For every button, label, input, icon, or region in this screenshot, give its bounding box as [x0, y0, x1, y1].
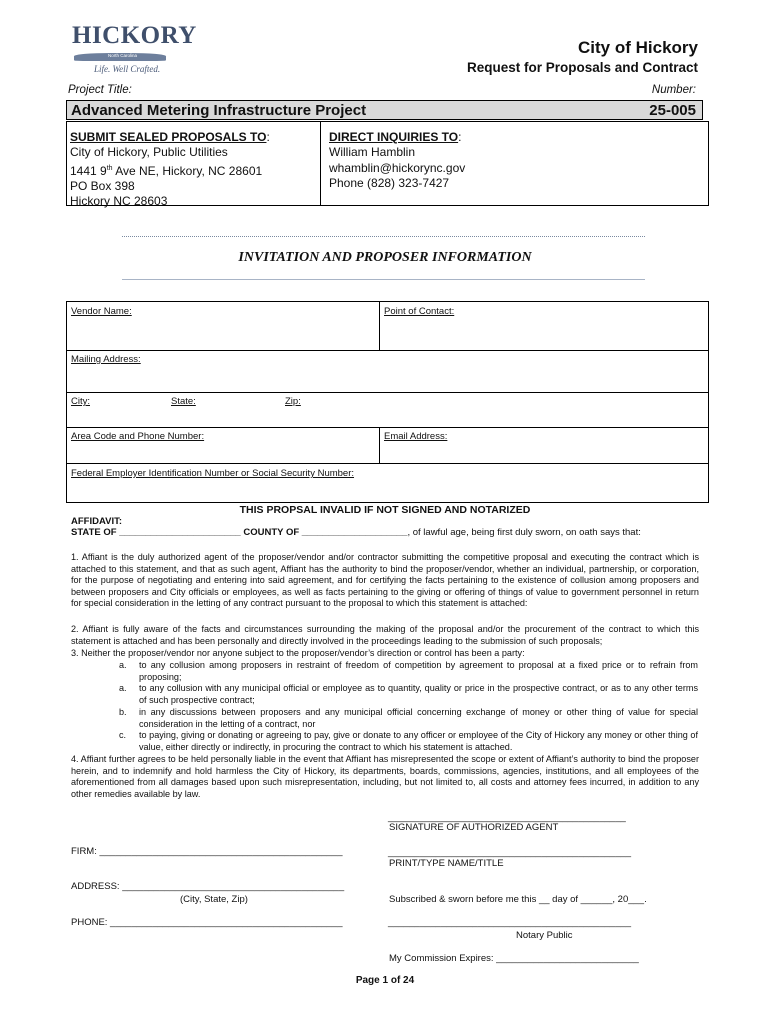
- hickory-logo: [64, 22, 197, 76]
- contact-info-box: [66, 121, 709, 209]
- submit-heading: SUBMIT SEALED PROPOSALS TO: [70, 130, 267, 144]
- inquiries-heading: DIRECT INQUIRIES TO: [329, 130, 459, 144]
- vendor-name-field[interactable]: Vendor Name:: [71, 306, 132, 317]
- state-field[interactable]: State:: [171, 396, 196, 407]
- inquiries-phone: Phone (828) 323-7427: [329, 175, 450, 190]
- number-label: Number:: [651, 84, 696, 96]
- row-divider: [67, 350, 708, 351]
- point-of-contact-field[interactable]: Point of Contact:: [384, 306, 455, 317]
- project-title-bar: [66, 100, 703, 120]
- inquiries-name: William Hamblin: [329, 145, 416, 160]
- inquiries-block: DIRECT INQUIRIES TO: William Hamblin whamblin@hickorync.gov Phone (828) 323-7427: [329, 130, 466, 190]
- cell-divider: [379, 302, 380, 350]
- email-field[interactable]: Email Address:: [384, 431, 448, 442]
- affidavit-paragraph-3: 3. Neither the proposer/vendor nor anyone subject to the proposer/vendor’s direction or control has been a party:: [71, 648, 525, 658]
- notary-line[interactable]: ______________________________________________: [388, 917, 632, 928]
- row-divider: [67, 463, 708, 464]
- address-field[interactable]: ADDRESS: __________________________________________: [71, 881, 345, 892]
- divider-solid: [122, 279, 645, 280]
- commission-expires-field[interactable]: My Commission Expires: ___________________________: [389, 953, 639, 964]
- affidavit-paragraph-4: 4. Affiant further agrees to be held personally liable in the event that Affiant has misrepresented the scope or extent of Affiant’s authority to bind the proposer herein, and to indemnify and hold harmless the City of Hickory, its departments, boards, commissions, agencies, institutions, and all employees of the aforementioned from all damages based upon such misrepresentation, including, but not limited to, all costs and attorney fees incurred, in addition to any other remedies available by law.: [71, 754, 699, 799]
- row-divider: [67, 427, 708, 428]
- submit-line: Hickory NC 28603: [70, 194, 168, 209]
- affidavit-heading: AFFIDAVIT:: [71, 516, 123, 527]
- affidavit-paragraph-2: 2. Affiant is fully aware of the facts and circumstances surrounding the making of the proposal and/or the procurement of the contract to which this statement is attached and has been personally and directly involved in the proceedings leading to the submission of such proposals;: [71, 624, 699, 646]
- affidavit-header: [71, 516, 641, 538]
- signature-label: SIGNATURE OF AUTHORIZED AGENT: [389, 822, 559, 833]
- city-name: City of Hickory: [578, 38, 698, 57]
- divider-dotted: [122, 236, 645, 237]
- project-title: Advanced Metering Infrastructure Project: [71, 102, 367, 119]
- subscribed-line[interactable]: Subscribed & sworn before me this __ day of ______, 20___.: [389, 894, 647, 905]
- firm-field[interactable]: FIRM: ______________________________________________: [71, 846, 343, 857]
- submit-line: 1441 9th Ave NE, Hickory, NC 28601: [70, 163, 263, 178]
- affidavit-state-line: STATE OF _______________________ COUNTY OF ____________________, of lawful age, being first duly sworn, on oath says that:: [71, 527, 641, 538]
- affidavit-paragraph-1: 1. Affiant is the duly authorized agent of the proposer/vendor and/or contractor submitting the competitive proposal and executing the contract which is attached to this statement, and that as such agent, Affiant has the authority to bind the proposer/vendor, whether an individual, partnership, or corporation, for the purpose of negotiating and entering into said agreement, and for certifying the facts pertaining to the existence of collusion among proposers and between proposers and City officials or employees, as well as facts pertaining to the giving or offering of things of value to government personnel in return for special consideration in the letting of any contract pursuant to the proposal to which this statement is attached:: [71, 552, 699, 609]
- page-number: Page 1 of 24: [355, 975, 415, 986]
- city-field[interactable]: City:: [71, 396, 90, 407]
- phone-field-signature[interactable]: PHONE: ____________________________________________: [71, 917, 343, 928]
- logo-tagline: Life. Well Crafted.: [94, 64, 161, 74]
- submit-proposals-block: SUBMIT SEALED PROPOSALS TO: City of Hickory, Public Utilities 1441 9th Ave NE, Hickory, NC 28601 PO Box 398 Hickory NC 28603: [70, 130, 270, 209]
- submit-line: City of Hickory, Public Utilities: [70, 145, 228, 160]
- address-hint: (City, State, Zip): [180, 894, 248, 905]
- signature-line[interactable]: _____________________________________________: [388, 812, 626, 823]
- invalid-notice: THIS PROPSAL INVALID IF NOT SIGNED AND NOTARIZED: [239, 504, 531, 516]
- print-name-label: PRINT/TYPE NAME/TITLE: [389, 858, 504, 869]
- mailing-address-field[interactable]: Mailing Address:: [71, 354, 141, 365]
- phone-field[interactable]: Area Code and Phone Number:: [71, 431, 205, 442]
- logo-subtext: North Carolina: [108, 53, 138, 58]
- fein-field[interactable]: Federal Employer Identification Number or Social Security Number:: [71, 468, 355, 479]
- cell-divider: [379, 427, 380, 463]
- column-divider: [320, 122, 321, 205]
- project-title-label: Project Title:: [68, 84, 132, 96]
- document-type: Request for Proposals and Contract: [466, 60, 698, 75]
- inquiries-email[interactable]: whamblin@hickorync.gov: [329, 160, 466, 175]
- project-number: 25-005: [649, 102, 696, 119]
- section-title: INVITATION AND PROPOSER INFORMATION: [238, 250, 532, 265]
- row-divider: [67, 392, 708, 393]
- zip-field[interactable]: Zip:: [285, 396, 301, 407]
- submit-line: PO Box 398: [70, 178, 135, 193]
- vendor-info-form: [66, 301, 709, 503]
- logo-wordmark: HICKORY: [72, 22, 197, 49]
- notary-label: Notary Public: [516, 930, 573, 941]
- print-name-line[interactable]: ______________________________________________: [388, 847, 632, 858]
